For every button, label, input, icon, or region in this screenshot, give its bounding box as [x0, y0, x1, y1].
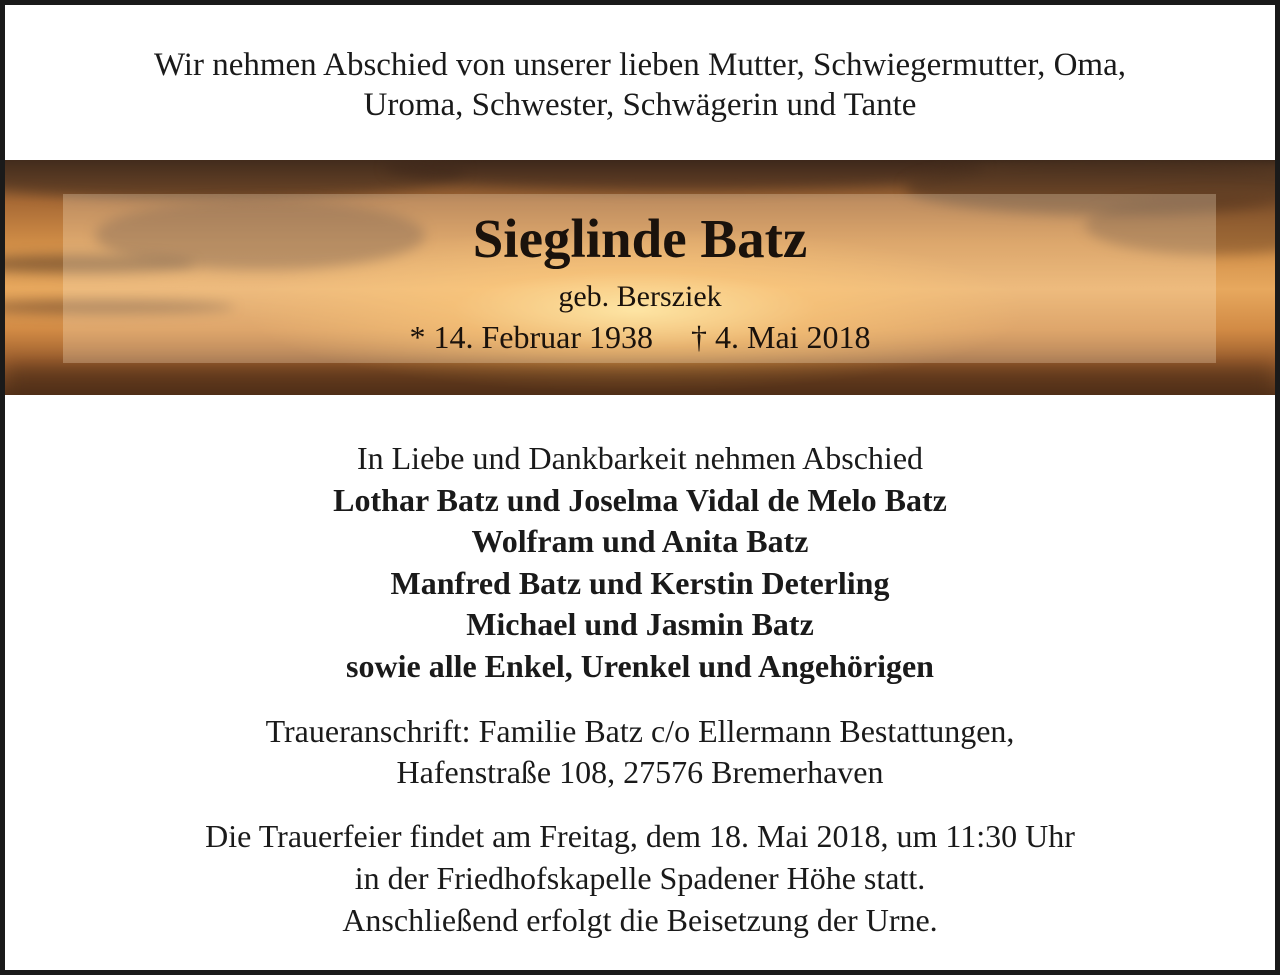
mourner-name: Wolfram und Anita Batz [471, 523, 809, 559]
life-dates [5, 317, 1275, 357]
address-line-2: Hafenstraße 108, 27576 Bremerhaven [396, 754, 884, 790]
birth-date: * 14. Februar 1938 [409, 319, 653, 355]
service-line-1: Die Trauerfeier findet am Freitag, dem 18. Mai 2018, um 11:30 Uhr [205, 818, 1075, 854]
address-line-1: Traueranschrift: Familie Batz c/o Ellermann Bestattungen, [265, 713, 1015, 749]
intro-text [5, 45, 1275, 125]
maiden-name: geb. Bersziek [558, 280, 722, 313]
cloud-shape [5, 365, 1275, 395]
sunset-banner [5, 160, 1275, 395]
intro-line-2: Uroma, Schwester, Schwägerin und Tante [363, 87, 917, 123]
death-date: † 4. Mai 2018 [690, 319, 871, 355]
cloud-shape [385, 160, 985, 190]
mourners-intro: In Liebe und Dankbarkeit nehmen Abschied [356, 440, 924, 476]
funeral-service-info [5, 815, 1275, 941]
mourner-name: Michael und Jasmin Batz [466, 606, 814, 642]
mourner-name: Lothar Batz und Joselma Vidal de Melo Batz [333, 481, 947, 518]
service-line-3: Anschließend erfolgt die Beisetzung der Urne. [342, 902, 938, 938]
mourner-name: Manfred Batz und Kerstin Deterling [390, 564, 890, 601]
service-line-2: in der Friedhofskapelle Spadener Höhe statt. [354, 860, 926, 896]
intro-line-1: Wir nehmen Abschied von unserer lieben Mutter, Schwiegermutter, Oma, [153, 47, 1126, 83]
mourning-address [5, 711, 1275, 793]
deceased-name: Sieglinde Batz [472, 208, 808, 269]
mourners-block [5, 438, 1275, 687]
mourner-name: sowie alle Enkel, Urenkel und Angehörigen [346, 647, 934, 684]
